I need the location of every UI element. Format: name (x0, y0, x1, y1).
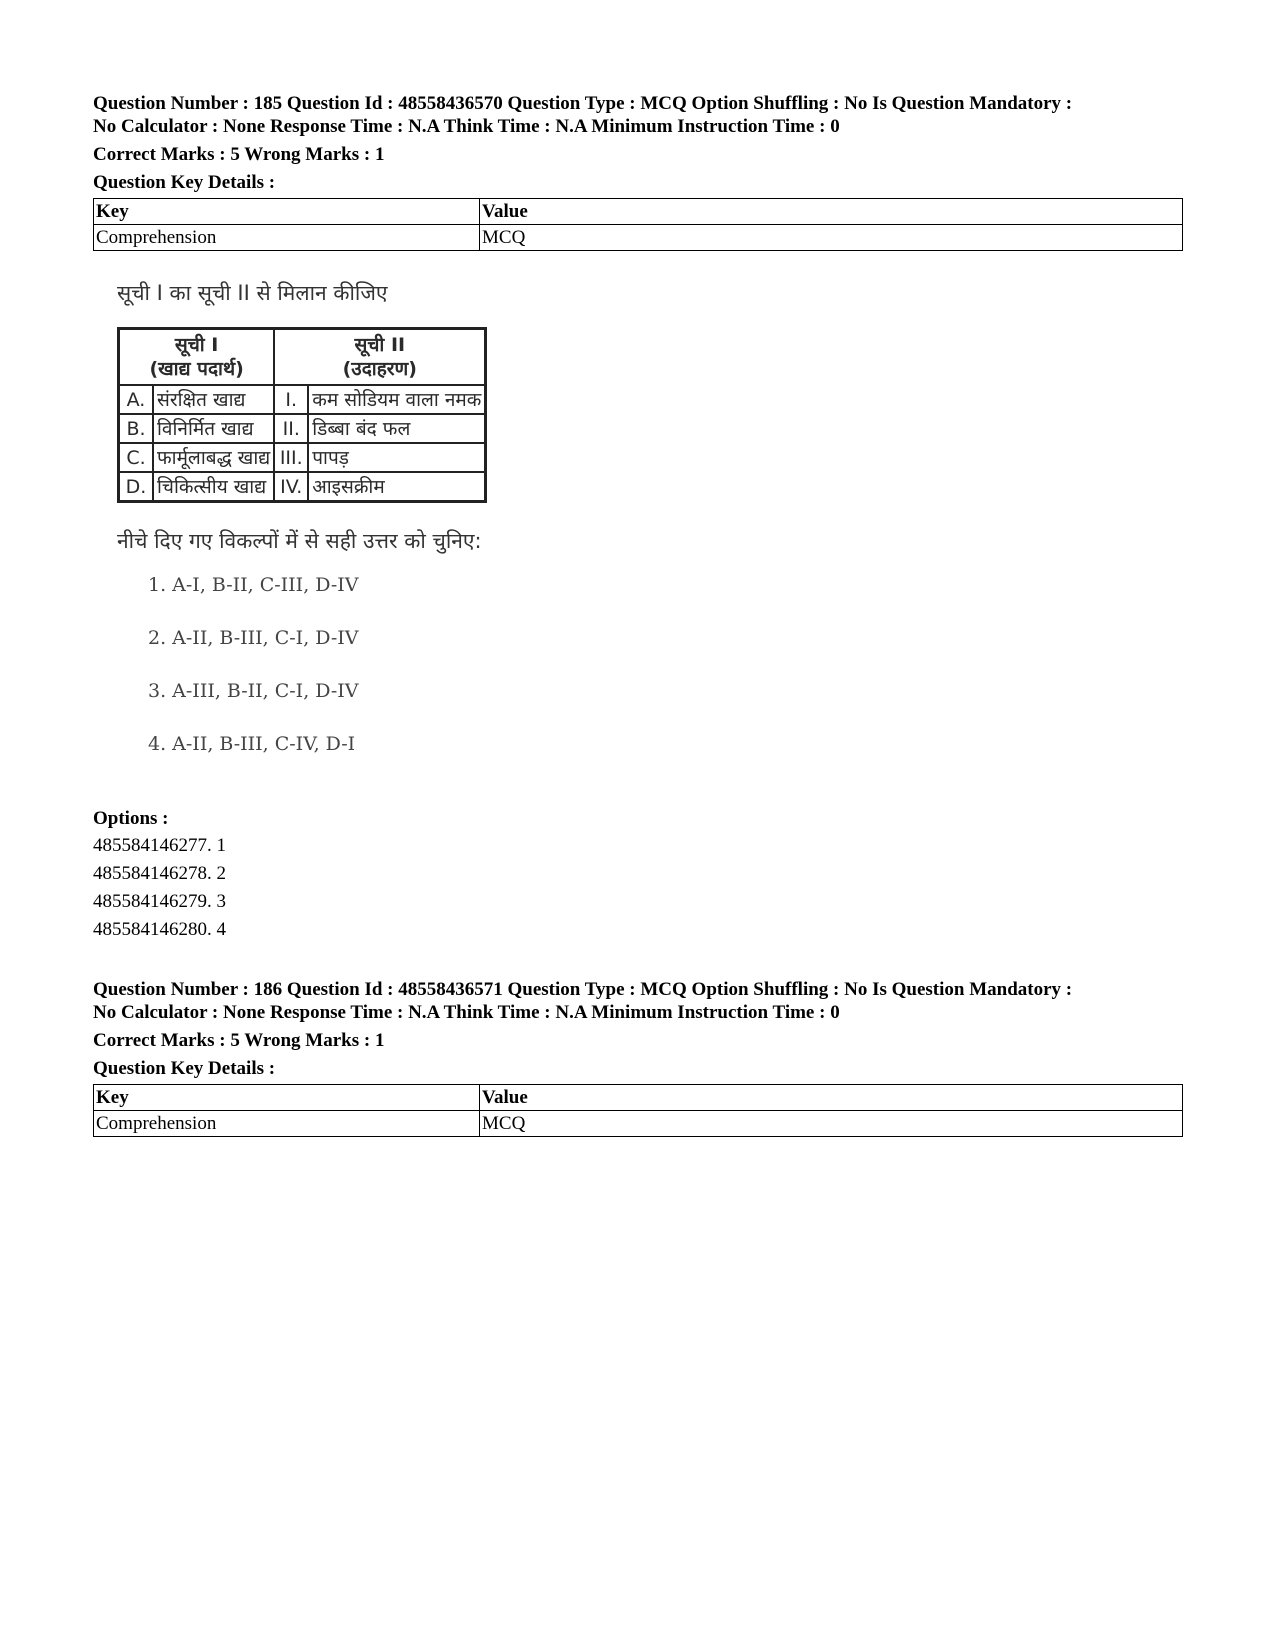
match-table-header-row (119, 329, 486, 386)
list-1-subtitle: (खाद्य पदार्थ) (149, 358, 244, 380)
question-185 (93, 92, 1183, 944)
list-1-item: चिकित्सीय खाद्य (153, 472, 274, 502)
list-2-header (274, 329, 486, 386)
key-details-label: Question Key Details : (93, 1058, 276, 1079)
key-table-row (94, 225, 1183, 251)
list-1-letter: A. (119, 385, 154, 414)
value-cell: MCQ (480, 225, 1183, 251)
marks-line: Correct Marks : 5 Wrong Marks : 1 (93, 1030, 385, 1051)
list-1-letter: B. (119, 414, 154, 443)
list-2-item: कम सोडियम वाला नमक (308, 385, 486, 414)
list-2-numeral: IV. (274, 472, 308, 502)
key-table-header-row (94, 1085, 1183, 1111)
match-table-row (119, 414, 486, 443)
value-cell: MCQ (480, 1111, 1183, 1137)
key-details-table (93, 1084, 1183, 1137)
option-id-line: 485584146278. 2 (93, 863, 226, 884)
list-1-letter: D. (119, 472, 154, 502)
question-meta-line-1: Question Number : 185 Question Id : 48558436570 Question Type : MCQ Option Shuffling : No Is Question Mandatory : (93, 93, 1073, 114)
list-1-header (119, 329, 275, 386)
key-table-row (94, 1111, 1183, 1137)
options-label: Options : (93, 808, 169, 829)
list-2-numeral: I. (274, 385, 308, 414)
answer-choice: 2. A-II, B-III, C-I, D-IV (148, 627, 359, 649)
key-header-cell: Key (94, 199, 480, 225)
list-2-item: पापड़ (308, 443, 486, 472)
document-page (93, 92, 1183, 1137)
list-1-item: फार्मूलाबद्ध खाद्य (153, 443, 274, 472)
list-2-numeral: II. (274, 414, 308, 443)
key-table-header-row (94, 199, 1183, 225)
answer-choice: 3. A-III, B-II, C-I, D-IV (148, 680, 359, 702)
question-meta-line-1: Question Number : 186 Question Id : 48558436571 Question Type : MCQ Option Shuffling : No Is Question Mandatory : (93, 979, 1073, 1000)
value-header-cell: Value (480, 199, 1183, 225)
list-1-item: विनिर्मित खाद्य (153, 414, 274, 443)
key-details-table (93, 198, 1183, 251)
value-header-cell: Value (480, 1085, 1183, 1111)
answer-choices-list (117, 573, 577, 785)
question-meta-line-2: No Calculator : None Response Time : N.A Think Time : N.A Minimum Instruction Time : 0 (93, 116, 840, 137)
key-cell: Comprehension (94, 1111, 480, 1137)
list-2-item: डिब्बा बंद फल (308, 414, 486, 443)
question-image (117, 279, 577, 785)
match-table-row (119, 443, 486, 472)
list-2-title: सूची II (354, 334, 406, 356)
match-table-row (119, 385, 486, 414)
key-cell: Comprehension (94, 225, 480, 251)
list-2-item: आइसक्रीम (308, 472, 486, 502)
option-id-line: 485584146277. 1 (93, 835, 226, 856)
marks-line: Correct Marks : 5 Wrong Marks : 1 (93, 144, 385, 165)
match-list-table (117, 327, 487, 503)
list-1-letter: C. (119, 443, 154, 472)
list-2-subtitle: (उदाहरण) (342, 358, 417, 380)
key-details-label: Question Key Details : (93, 172, 276, 193)
answer-choice: 4. A-II, B-III, C-IV, D-I (148, 733, 356, 755)
answer-choice: 1. A-I, B-II, C-III, D-IV (148, 574, 359, 596)
match-table-row (119, 472, 486, 502)
list-1-title: सूची I (174, 334, 219, 356)
key-header-cell: Key (94, 1085, 480, 1111)
list-1-item: संरक्षित खाद्य (153, 385, 274, 414)
option-id-line: 485584146280. 4 (93, 919, 226, 940)
question-meta-line-2: No Calculator : None Response Time : N.A Think Time : N.A Minimum Instruction Time : 0 (93, 1002, 840, 1023)
match-instruction: सूची I का सूची II से मिलान कीजिए (117, 281, 388, 305)
question-186 (93, 978, 1183, 1137)
list-2-numeral: III. (274, 443, 308, 472)
choose-answer-instruction: नीचे दिए गए विकल्पों में से सही उत्तर को चुनिए: (117, 529, 482, 553)
option-id-line: 485584146279. 3 (93, 891, 226, 912)
